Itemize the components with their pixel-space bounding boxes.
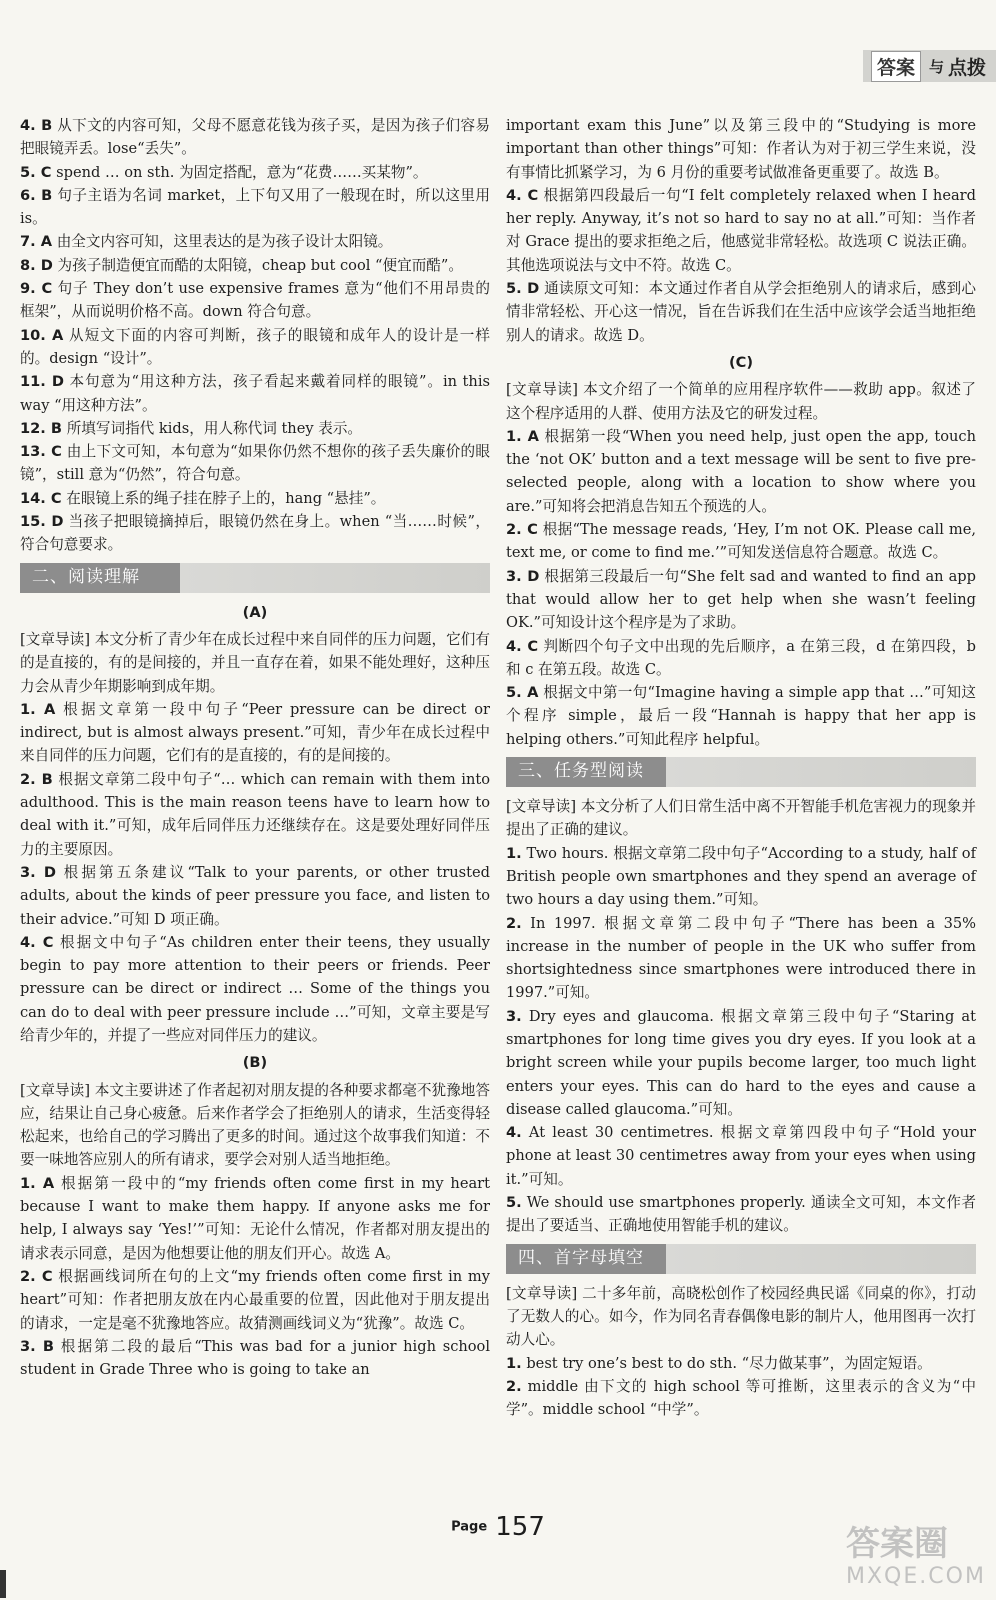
passage-label: (C) <box>728 353 754 371</box>
left-column <box>20 114 490 1381</box>
answer-text: 句子 They don’t use expensive frames 意为“他们不用昂贵的框架”，从而说明价格不高。down 符合句意。 <box>20 280 490 321</box>
answer-text: In 1997. 根据文章第二段中句子“There has been a 35% increase in the number of people in the UK who suffer from shortsightedness since smartphones were introduced there in 1997.”可知。 <box>506 914 976 1002</box>
answer-item <box>506 1375 976 1422</box>
answer-number: 11. D <box>20 373 64 391</box>
answer-item <box>20 510 490 557</box>
passage-guide <box>506 1282 976 1352</box>
answer-item <box>506 912 976 1005</box>
answer-text: 根据文中第一句“Imagine having a simple app that …”可知这个程序 simple，最后一段“Hannah is happy that her app is helping others.”可知此程序 helpful。 <box>506 684 976 748</box>
watermark-brand: 答案圈 <box>846 1524 948 1564</box>
answer-number: 4. C <box>506 637 539 655</box>
answer-text: 根据文章第一段中句子“Peer pressure can be direct or indirect, but is almost always present.”可知，青少年在成长过程中来自同伴的压力问题，它们有的是直接的，有的是间接的。 <box>20 700 491 765</box>
answer-item <box>20 184 490 231</box>
passage-label: (B) <box>242 1054 268 1072</box>
answer-text: 根据第五条建议“Talk to your parents, or other trusted adults, about the kinds of peer pressure you face, and listen to their advice.”可知 D 项正确。 <box>20 863 490 928</box>
answer-text: Dry eyes and glaucoma. 根据文章第三段中句子“Staring at smartphones for long time gives you dry eyes. If you look at a bright screen while your pupils become larger, too much light enters your eyes. This can do hard to the eyes and cause a disease called glaucoma.”可知。 <box>506 1007 976 1118</box>
section-heading <box>506 757 976 787</box>
answer-number: 1. <box>506 1354 522 1372</box>
answer-text: 根据文章第二段中句子“… which can remain with them into adulthood. This is the main reason teens have to learn how to deal with it.”可知，成年后同伴压力还继续存在。这是要处理好同伴压力的主要原因。 <box>20 770 491 858</box>
answer-number: 2. C <box>20 1267 53 1285</box>
answer-text: 根据第四段最后一句“I felt completely relaxed when I heard her reply. Anyway, it’s not so hard to say no at all.”可知：当作者对 Grace 提出的要求拒绝之后，他感觉非常轻松。故选项 C 说法正确。其他选项说法与文中不符。故选 C。 <box>506 186 976 274</box>
answer-text: 根据第一段中的“my friends often come first in my heart because I want to make them happy. If anyone asks me for help, I always say ‘Yes!’”可知：无论什么情况，作者都对朋友提出的请求表示同意，是因为他想要让他的朋友们开心。故选 A。 <box>20 1174 490 1262</box>
answer-text: [文章导读] 本文介绍了一个简单的应用程序软件——救助 app。叙述了这个程序适用的人群、使用方法及它的研发过程。 <box>506 381 976 422</box>
passage-guide <box>506 795 976 842</box>
answer-item <box>506 277 976 347</box>
answer-text: 根据第二段的最后“This was bad for a junior high school student in Grade Three who is going to take an <box>20 1337 491 1379</box>
answer-number: 1. A <box>506 427 539 445</box>
answer-text: [文章导读] 本文分析了青少年在成长过程中来自同伴的压力问题，它们有的是直接的，有的是间接的，并且一直存在着，如果不能处理好，这种压力会从青少年期影响到成年期。 <box>20 630 490 695</box>
section-heading <box>20 563 490 593</box>
answer-number: 3. D <box>506 567 540 585</box>
answer-text: 为孩子制造便宜而酷的太阳镜，cheap but cool “便宜而酷”。 <box>52 256 463 274</box>
answer-text: 根据文中句子“As children enter their teens, they usually begin to pay more attention to their peers or friends. Peer pressure can be direct or indirect … Some of the things you can do to deal with peer pressure include …”可知，文章主要是写给青少年的，并提了一些应对同伴压力的建议。 <box>20 933 490 1044</box>
answer-text: Two hours. 根据文章第二段中句子“According to a study, half of British people own smartphones and they spend an average of two hours a day using them.”可知。 <box>506 844 976 909</box>
answer-item <box>20 1335 490 1382</box>
answer-item <box>20 1265 490 1335</box>
watermark-logo <box>846 1524 986 1594</box>
section-heading <box>506 1244 976 1274</box>
answer-item <box>20 230 490 253</box>
answer-item <box>20 417 490 440</box>
answer-item <box>506 1191 976 1238</box>
section-heading-text: 四、首字母填空 <box>518 1248 644 1268</box>
answer-text: 根据画线词所在句的上文“my friends often come first in my heart”可知：作者把朋友放在内心最重要的位置，因此他对于朋友提出的请求，一定是毫不犹豫地答应。故猜测画线词义为“犹豫”。故选 C。 <box>20 1267 490 1332</box>
answer-item <box>20 768 490 861</box>
answer-text: 根据第一段“When you need help, just open the app, touch the ‘not OK’ button and a text message will be sent to five pre-selected people, along with a location to show where you are.”可知将会把消息告知五个预选的人。 <box>506 427 976 515</box>
answer-text: best try one’s best to do sth. “尽力做某事”，为固定短语。 <box>521 1354 932 1372</box>
header-and: 与 <box>928 57 944 76</box>
watermark-site: MXQE.COM <box>846 1564 986 1589</box>
passage-label: (A) <box>242 603 268 621</box>
answer-text: 本句意为“用这种方法，孩子看起来戴着同样的眼镜”。in this way “用这种方法”。 <box>20 373 490 414</box>
answer-number: 4. C <box>20 933 54 951</box>
answer-text: 当孩子把眼镜摘掉后，眼镜仍然在身上。when “当……时候”，符合句意要求。 <box>20 513 490 554</box>
answer-number: 5. C <box>20 163 52 181</box>
answer-number: 10. A <box>20 326 64 344</box>
header-tips: 点拨 <box>947 56 986 79</box>
section-heading-text: 二、阅读理解 <box>32 566 140 587</box>
section-header-tab <box>863 50 996 82</box>
answer-text: 在眼镜上系的绳子挂在脖子上的，hang “悬挂”。 <box>61 489 386 507</box>
answer-text: At least 30 centimetres. 根据文章第四段中句子“Hold your phone at least 30 centimetres away from your eyes when using it.”可知。 <box>506 1124 976 1188</box>
answer-text: spend … on sth. 为固定搭配，意为“花费……买某物”。 <box>51 163 428 181</box>
answer-text: 从下文的内容可知，父母不愿意花钱为孩子买，是因为孩子们容易把眼镜弄丢。lose“丢失”。 <box>20 117 490 158</box>
answer-item <box>20 114 490 161</box>
answer-text: 根据第三段最后一句“She felt sad and wanted to find an app that would allow her to get help when she wasn’t feeling OK.”可知设计这个程序是为了求助。 <box>506 567 976 632</box>
answer-number: 2. <box>506 1377 522 1395</box>
answer-item <box>506 842 976 912</box>
answer-item <box>20 324 490 371</box>
answer-text: 通读原文可知：本文通过作者自从学会拒绝别人的请求后，感到心情非常轻松、开心这一情况，旨在告诉我们在生活中应该学会适当地拒绝别人的请求。故选 D。 <box>506 280 976 344</box>
answer-number: 5. A <box>506 684 539 702</box>
answer-number: 2. B <box>20 770 53 788</box>
answer-text: 由全文内容可知，这里表达的是为孩子设计太阳镜。 <box>52 233 393 251</box>
answer-item <box>20 161 490 184</box>
answer-item <box>506 565 976 635</box>
answer-number: 13. C <box>20 443 62 461</box>
answer-item <box>20 487 490 510</box>
answer-number: 7. A <box>20 233 53 251</box>
answer-text: [文章导读] 本文主要讲述了作者起初对朋友提的各种要求都毫不犹豫地答应，结果让自己身心疲惫。后来作者学会了拒绝别人的请求，生活变得轻松起来，也给自己的学习腾出了更多的时间。通过这个故事我们知道：不要一味地答应别人的所有请求，要学会对别人适当地拒绝。 <box>20 1081 490 1169</box>
right-column <box>506 114 976 1421</box>
answer-item <box>506 425 976 518</box>
answer-number: 8. D <box>20 256 53 274</box>
answer-item <box>506 635 976 682</box>
page-label: Page <box>451 1519 488 1535</box>
answer-item <box>20 861 490 931</box>
answer-number: 5. D <box>506 280 540 298</box>
answer-item <box>20 370 490 417</box>
answer-number: 4. C <box>506 186 539 204</box>
section-heading-text: 三、任务型阅读 <box>518 761 644 782</box>
answer-number: 3. D <box>20 863 56 881</box>
answer-number: 9. C <box>20 280 53 298</box>
answer-number: 12. B <box>20 419 63 437</box>
answer-number: 14. C <box>20 489 62 507</box>
answer-text: 从短文下面的内容可判断，孩子的眼镜和成年人的设计是一样的。design “设计”。 <box>20 326 490 367</box>
binding-mark <box>0 1570 6 1598</box>
answer-item <box>20 440 490 487</box>
answer-text: 句子主语为名词 market，上下句又用了一般现在时，所以这里用 is。 <box>20 186 491 228</box>
answer-text: 根据“The message reads, ‘Hey, I’m not OK. Please call me, text me, or come to find me.’”可知发送信息符合题意。故选 C。 <box>506 521 976 562</box>
answer-text: 由上下文可知，本句意为“如果你仍然不想你的孩子丢失廉价的眼镜”，still 意为“仍然”，符合句意。 <box>20 443 490 484</box>
page-number: 157 <box>495 1512 545 1542</box>
answer-number: 2. <box>506 914 522 932</box>
answer-number: 3. <box>506 1007 522 1025</box>
answer-item <box>20 931 490 1047</box>
answer-text: 所填写词指代 kids，用人称代词 they 表示。 <box>62 419 363 437</box>
answer-item <box>506 1005 976 1121</box>
answer-text: middle 由下文的 high school 等可推断，这里表示的含义为“中学”。middle school “中学”。 <box>506 1377 976 1419</box>
answer-text: 判断四个句子文中出现的先后顺序，a 在第三段，d 在第四段，b 和 c 在第五段。故选 C。 <box>506 637 976 678</box>
answer-item <box>20 1172 490 1265</box>
answer-text: [文章导读] 本文分析了人们日常生活中离不开智能手机危害视力的现象并提出了正确的建议。 <box>506 798 976 839</box>
answer-number: 1. <box>506 844 522 862</box>
answer-text: We should use smartphones properly. 通读全文可知，本文作者提出了要适当、正确地使用智能手机的建议。 <box>506 1194 976 1235</box>
answer-number: 1. A <box>20 700 56 718</box>
answer-number: 15. D <box>20 513 64 531</box>
answer-number: 4. <box>506 1124 522 1142</box>
answer-item <box>20 698 490 768</box>
passage-guide <box>20 1079 490 1172</box>
answer-item <box>506 681 976 751</box>
answer-number: 5. <box>506 1194 522 1212</box>
answer-item <box>506 1121 976 1191</box>
answer-text: [文章导读] 二十多年前，高晓松创作了校园经典民谣《同桌的你》，打动了无数人的心。如今，作为同名青春偶像电影的制片人，他用图再一次打动人心。 <box>506 1284 976 1349</box>
passage-guide <box>506 114 976 184</box>
answer-number: 6. B <box>20 186 53 204</box>
answer-number: 1. A <box>20 1174 55 1192</box>
answer-item <box>20 277 490 324</box>
answer-number: 2. C <box>506 521 538 539</box>
passage-guide <box>20 628 490 698</box>
answer-number: 4. B <box>20 117 53 134</box>
answer-item <box>506 1352 976 1375</box>
header-answer: 答案 <box>871 51 921 82</box>
answer-text: important exam this June”以及第三段中的“Studying is more important than other things”可知：作者认为对于初三学生来说，没有事情比抓紧学习，为 6 月份的重要考试做准备更重要了。故选 B。 <box>506 117 976 181</box>
answer-number: 3. B <box>20 1337 55 1355</box>
passage-guide <box>506 378 976 425</box>
answer-item <box>506 518 976 565</box>
answer-item <box>506 184 976 277</box>
answer-item <box>20 254 490 277</box>
